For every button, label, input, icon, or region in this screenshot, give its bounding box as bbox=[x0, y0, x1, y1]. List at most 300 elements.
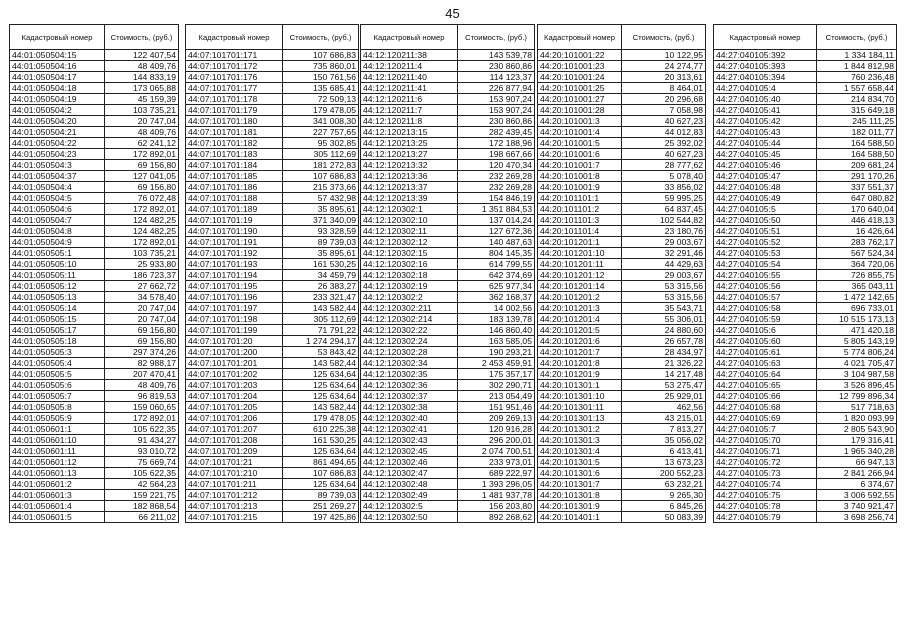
table-row bbox=[714, 347, 897, 358]
cadastral-number-cell: 44:27:040105:79 bbox=[714, 512, 817, 523]
cost-cell: 34 578,40 bbox=[105, 292, 179, 303]
cadastral-number-cell: 44:27:040105:64 bbox=[714, 369, 817, 380]
cadastral-number-cell: 44:27:040105:41 bbox=[714, 105, 817, 116]
table-row bbox=[538, 424, 706, 435]
table-row bbox=[714, 490, 897, 501]
cost-cell: 7 058,98 bbox=[622, 105, 706, 116]
table-row bbox=[10, 490, 179, 501]
cost-cell: 642 374,69 bbox=[458, 270, 535, 281]
cadastral-number-cell: 44:01:050504:8 bbox=[10, 226, 105, 237]
cost-cell: 179 316,41 bbox=[817, 435, 897, 446]
cadastral-number-cell: 44:07:101701:193 bbox=[186, 259, 283, 270]
cost-cell: 2 841 266,94 bbox=[817, 468, 897, 479]
cadastral-number-cell: 44:27:040105:57 bbox=[714, 292, 817, 303]
table-row bbox=[361, 391, 535, 402]
cost-cell: 182 868,54 bbox=[105, 501, 179, 512]
table-row bbox=[538, 116, 706, 127]
cadastral-number-cell: 44:12:120302:40 bbox=[361, 413, 458, 424]
cadastral-number-cell: 44:12:120302:16 bbox=[361, 259, 458, 270]
table-row bbox=[361, 259, 535, 270]
cost-cell: 66 947,13 bbox=[817, 457, 897, 468]
cost-cell: 32 291,46 bbox=[622, 248, 706, 259]
cadastral-number-cell: 44:01:050601:3 bbox=[10, 490, 105, 501]
cadastral-number-cell: 44:12:120302:35 bbox=[361, 369, 458, 380]
cadastral-number-cell: 44:20:101301:4 bbox=[538, 446, 622, 457]
table-row bbox=[10, 402, 179, 413]
cost-cell: 227 757,65 bbox=[283, 127, 359, 138]
table-row bbox=[186, 413, 359, 424]
cost-cell: 125 634,64 bbox=[283, 479, 359, 490]
cadastral-number-cell: 44:07:101701:181 bbox=[186, 127, 283, 138]
table-row bbox=[714, 413, 897, 424]
cadastral-number-cell: 44:20:101401:1 bbox=[538, 512, 622, 523]
column-header-cost: Стоимость, (руб.) bbox=[458, 25, 535, 50]
cost-cell: 50 083,39 bbox=[622, 512, 706, 523]
table-row bbox=[10, 292, 179, 303]
cadastral-number-cell: 44:20:101101:2 bbox=[538, 204, 622, 215]
cadastral-number-cell: 44:27:040105:53 bbox=[714, 248, 817, 259]
cadastral-number-cell: 44:01:050504:19 bbox=[10, 94, 105, 105]
cadastral-number-cell: 44:20:101201:5 bbox=[538, 325, 622, 336]
cost-cell: 232 269,28 bbox=[458, 171, 535, 182]
table-row bbox=[714, 380, 897, 391]
table-row bbox=[186, 127, 359, 138]
cadastral-number-cell: 44:12:120302:38 bbox=[361, 402, 458, 413]
cost-cell: 172 892,01 bbox=[105, 413, 179, 424]
cadastral-number-cell: 44:01:050504:17 bbox=[10, 72, 105, 83]
cadastral-number-cell: 44:27:040105:44 bbox=[714, 138, 817, 149]
cost-cell: 125 634,64 bbox=[283, 391, 359, 402]
table-row bbox=[538, 171, 706, 182]
cadastral-number-cell: 44:01:050505:14 bbox=[10, 303, 105, 314]
cost-cell: 172 892,01 bbox=[105, 237, 179, 248]
cadastral-number-cell: 44:01:050504:37 bbox=[10, 171, 105, 182]
table-row bbox=[714, 402, 897, 413]
table-row bbox=[538, 138, 706, 149]
cost-cell: 107 686,83 bbox=[283, 468, 359, 479]
cost-cell: 156 203,80 bbox=[458, 501, 535, 512]
table-row bbox=[361, 248, 535, 259]
table-row bbox=[186, 435, 359, 446]
cost-cell: 1 334 184,11 bbox=[817, 50, 897, 61]
cost-cell: 10 122,95 bbox=[622, 50, 706, 61]
cost-cell: 3 740 921,47 bbox=[817, 501, 897, 512]
cost-cell: 6 413,41 bbox=[622, 446, 706, 457]
cadastral-number-cell: 44:12:120302:211 bbox=[361, 303, 458, 314]
cost-cell: 1 393 296,05 bbox=[458, 479, 535, 490]
cadastral-number-cell: 44:12:120213:27 bbox=[361, 149, 458, 160]
table-row bbox=[538, 501, 706, 512]
cost-cell: 45 159,39 bbox=[105, 94, 179, 105]
table-row bbox=[361, 435, 535, 446]
table-row bbox=[538, 490, 706, 501]
table-row bbox=[186, 193, 359, 204]
cost-cell: 10 515 173,13 bbox=[817, 314, 897, 325]
cost-cell: 164 588,50 bbox=[817, 149, 897, 160]
cadastral-number-cell: 44:20:101201:1 bbox=[538, 237, 622, 248]
cadastral-number-cell: 44:01:050505:12 bbox=[10, 281, 105, 292]
cadastral-number-cell: 44:07:101701:179 bbox=[186, 105, 283, 116]
cost-cell: 6 374,67 bbox=[817, 479, 897, 490]
cadastral-number-cell: 44:07:101701:178 bbox=[186, 94, 283, 105]
cadastral-number-cell: 44:01:050505:3 bbox=[10, 347, 105, 358]
cost-cell: 172 188,96 bbox=[458, 138, 535, 149]
cadastral-number-cell: 44:07:101701:204 bbox=[186, 391, 283, 402]
cost-cell: 230 860,86 bbox=[458, 116, 535, 127]
cost-cell: 105 622,35 bbox=[105, 424, 179, 435]
table-row bbox=[538, 380, 706, 391]
table-row bbox=[361, 204, 535, 215]
column-header-cadastral: Кадастровый номер bbox=[714, 25, 817, 50]
cost-cell: 159 221,75 bbox=[105, 490, 179, 501]
cost-cell: 3 526 896,45 bbox=[817, 380, 897, 391]
cost-cell: 173 065,88 bbox=[105, 83, 179, 94]
table-row bbox=[538, 127, 706, 138]
cost-cell: 159 060,65 bbox=[105, 402, 179, 413]
table-row bbox=[538, 270, 706, 281]
cost-cell: 48 409,76 bbox=[105, 61, 179, 72]
cadastral-number-cell: 44:07:101701:203 bbox=[186, 380, 283, 391]
cost-cell: 804 145,35 bbox=[458, 248, 535, 259]
table-row bbox=[538, 105, 706, 116]
cadastral-number-cell: 44:07:101701:194 bbox=[186, 270, 283, 281]
cost-cell: 150 761,56 bbox=[283, 72, 359, 83]
cost-cell: 647 080,82 bbox=[817, 193, 897, 204]
cost-cell: 161 530,25 bbox=[283, 259, 359, 270]
cost-cell: 179 478,05 bbox=[283, 413, 359, 424]
cadastral-number-cell: 44:12:120302:48 bbox=[361, 479, 458, 490]
cost-cell: 59 995,25 bbox=[622, 193, 706, 204]
cost-cell: 72 509,13 bbox=[283, 94, 359, 105]
cost-cell: 120 470,34 bbox=[458, 160, 535, 171]
cost-cell: 153 907,24 bbox=[458, 105, 535, 116]
cost-cell: 517 718,63 bbox=[817, 402, 897, 413]
cost-cell: 245 111,25 bbox=[817, 116, 897, 127]
table-row bbox=[10, 171, 179, 182]
cost-cell: 75 669,74 bbox=[105, 457, 179, 468]
cadastral-number-cell: 44:27:040105:54 bbox=[714, 259, 817, 270]
cadastral-number-cell: 44:12:120211:40 bbox=[361, 72, 458, 83]
cost-cell: 291 170,26 bbox=[817, 171, 897, 182]
cost-cell: 625 977,34 bbox=[458, 281, 535, 292]
cost-cell: 6 845,26 bbox=[622, 501, 706, 512]
cadastral-number-cell: 44:07:101701:171 bbox=[186, 50, 283, 61]
cost-cell: 93 328,59 bbox=[283, 226, 359, 237]
table-row bbox=[186, 303, 359, 314]
cost-cell: 12 799 896,34 bbox=[817, 391, 897, 402]
cadastral-number-cell: 44:20:101201:7 bbox=[538, 347, 622, 358]
cadastral-number-cell: 44:01:050504:21 bbox=[10, 127, 105, 138]
table-row bbox=[10, 105, 179, 116]
table-row bbox=[10, 204, 179, 215]
cadastral-number-cell: 44:27:040105:75 bbox=[714, 490, 817, 501]
table-row bbox=[361, 501, 535, 512]
cost-cell: 462,56 bbox=[622, 402, 706, 413]
table-row bbox=[538, 369, 706, 380]
table-row bbox=[10, 325, 179, 336]
cost-cell: 135 685,41 bbox=[283, 83, 359, 94]
cadastral-number-cell: 44:07:101701:197 bbox=[186, 303, 283, 314]
cost-cell: 337 551,37 bbox=[817, 182, 897, 193]
table-row bbox=[361, 281, 535, 292]
cadastral-number-cell: 44:27:040105:69 bbox=[714, 413, 817, 424]
table-row bbox=[361, 61, 535, 72]
cadastral-number-cell: 44:07:101701:212 bbox=[186, 490, 283, 501]
table-row bbox=[10, 512, 179, 523]
cadastral-number-cell: 44:01:050505:9 bbox=[10, 413, 105, 424]
table-row bbox=[714, 325, 897, 336]
cadastral-number-cell: 44:20:101001:23 bbox=[538, 61, 622, 72]
table-row bbox=[538, 314, 706, 325]
table-row bbox=[10, 314, 179, 325]
cadastral-number-cell: 44:01:050505:1 bbox=[10, 248, 105, 259]
table-row bbox=[361, 424, 535, 435]
cost-cell: 23 180,76 bbox=[622, 226, 706, 237]
table-row bbox=[538, 413, 706, 424]
table-row bbox=[538, 193, 706, 204]
cadastral-number-cell: 44:07:101701:192 bbox=[186, 248, 283, 259]
cadastral-number-cell: 44:27:040105:66 bbox=[714, 391, 817, 402]
cadastral-number-cell: 44:07:101701:172 bbox=[186, 61, 283, 72]
table-row bbox=[361, 336, 535, 347]
cost-cell: 190 293,21 bbox=[458, 347, 535, 358]
cadastral-number-cell: 44:20:101001:5 bbox=[538, 138, 622, 149]
cadastral-number-cell: 44:12:120302:28 bbox=[361, 347, 458, 358]
cost-cell: 143 582,44 bbox=[283, 402, 359, 413]
table-row bbox=[714, 435, 897, 446]
cadastral-number-cell: 44:12:120213:32 bbox=[361, 160, 458, 171]
cadastral-number-cell: 44:12:120302:11 bbox=[361, 226, 458, 237]
table-row bbox=[186, 259, 359, 270]
cost-cell: 29 003,67 bbox=[622, 237, 706, 248]
table-row bbox=[186, 215, 359, 226]
cost-cell: 735 860,01 bbox=[283, 61, 359, 72]
table-row bbox=[714, 391, 897, 402]
table-row bbox=[10, 501, 179, 512]
table-row bbox=[361, 314, 535, 325]
cost-cell: 213 054,49 bbox=[458, 391, 535, 402]
table-row bbox=[714, 248, 897, 259]
table-row bbox=[538, 292, 706, 303]
cost-cell: 35 895,61 bbox=[283, 248, 359, 259]
table-row bbox=[10, 303, 179, 314]
cost-cell: 183 139,78 bbox=[458, 314, 535, 325]
table-row bbox=[10, 72, 179, 83]
cost-cell: 120 916,28 bbox=[458, 424, 535, 435]
table-row bbox=[186, 281, 359, 292]
table-row bbox=[714, 193, 897, 204]
cadastral-number-cell: 44:20:101001:28 bbox=[538, 105, 622, 116]
cost-cell: 53 315,56 bbox=[622, 292, 706, 303]
cadastral-number-cell: 44:20:101001:3 bbox=[538, 116, 622, 127]
table-row bbox=[10, 182, 179, 193]
cost-cell: 140 487,63 bbox=[458, 237, 535, 248]
cadastral-number-cell: 44:07:101701:184 bbox=[186, 160, 283, 171]
table-row bbox=[361, 347, 535, 358]
cost-cell: 28 777,62 bbox=[622, 160, 706, 171]
cost-cell: 29 003,67 bbox=[622, 270, 706, 281]
cost-cell: 76 072,48 bbox=[105, 193, 179, 204]
cadastral-number-cell: 44:01:050504:4 bbox=[10, 182, 105, 193]
cost-cell: 69 156,80 bbox=[105, 325, 179, 336]
cadastral-number-cell: 44:12:120302:214 bbox=[361, 314, 458, 325]
table-row bbox=[714, 83, 897, 94]
cost-cell: 282 439,45 bbox=[458, 127, 535, 138]
cadastral-number-cell: 44:27:040105:59 bbox=[714, 314, 817, 325]
cost-cell: 24 274,77 bbox=[622, 61, 706, 72]
table-row bbox=[714, 468, 897, 479]
table-row bbox=[186, 292, 359, 303]
table-row bbox=[10, 281, 179, 292]
cost-cell: 251 269,27 bbox=[283, 501, 359, 512]
cadastral-number-cell: 44:07:101701:198 bbox=[186, 314, 283, 325]
cadastral-number-cell: 44:07:101701:210 bbox=[186, 468, 283, 479]
cost-cell: 26 657,78 bbox=[622, 336, 706, 347]
cost-cell: 172 892,01 bbox=[105, 149, 179, 160]
cadastral-number-cell: 44:01:050505:6 bbox=[10, 380, 105, 391]
cost-cell: 153 907,24 bbox=[458, 94, 535, 105]
table-row bbox=[361, 226, 535, 237]
table-row bbox=[186, 116, 359, 127]
cost-cell: 226 877,94 bbox=[458, 83, 535, 94]
cadastral-number-cell: 44:01:050504:2 bbox=[10, 105, 105, 116]
cost-cell: 446 418,13 bbox=[817, 215, 897, 226]
table-row bbox=[714, 215, 897, 226]
cadastral-number-cell: 44:20:101001:25 bbox=[538, 83, 622, 94]
cadastral-number-cell: 44:20:101201:9 bbox=[538, 369, 622, 380]
cadastral-number-cell: 44:12:120302:41 bbox=[361, 424, 458, 435]
cadastral-number-cell: 44:27:040105:40 bbox=[714, 94, 817, 105]
table-row bbox=[361, 457, 535, 468]
cadastral-number-cell: 44:01:050505:18 bbox=[10, 336, 105, 347]
table-row bbox=[186, 248, 359, 259]
cost-cell: 371 340,09 bbox=[283, 215, 359, 226]
cadastral-number-cell: 44:12:120302:49 bbox=[361, 490, 458, 501]
cost-cell: 232 269,28 bbox=[458, 182, 535, 193]
cadastral-number-cell: 44:01:050505:13 bbox=[10, 292, 105, 303]
cadastral-number-cell: 44:12:120302:34 bbox=[361, 358, 458, 369]
table-row bbox=[714, 424, 897, 435]
table-row bbox=[714, 94, 897, 105]
cost-cell: 35 895,61 bbox=[283, 204, 359, 215]
table-row bbox=[10, 468, 179, 479]
table-row bbox=[538, 446, 706, 457]
table-row bbox=[186, 160, 359, 171]
cadastral-number-cell: 44:12:120302:24 bbox=[361, 336, 458, 347]
cost-cell: 34 459,79 bbox=[283, 270, 359, 281]
cadastral-number-cell: 44:01:050505:4 bbox=[10, 358, 105, 369]
cost-cell: 892 268,62 bbox=[458, 512, 535, 523]
cost-cell: 33 856,02 bbox=[622, 182, 706, 193]
cost-cell: 69 156,80 bbox=[105, 182, 179, 193]
column-header-cost: Стоимость, (руб.) bbox=[283, 25, 359, 50]
cadastral-number-cell: 44:27:040105:60 bbox=[714, 336, 817, 347]
cadastral-number-cell: 44:01:050601:4 bbox=[10, 501, 105, 512]
cadastral-number-cell: 44:20:101201:3 bbox=[538, 303, 622, 314]
table-row bbox=[361, 160, 535, 171]
cost-cell: 125 634,64 bbox=[283, 380, 359, 391]
cost-cell: 1 351 884,53 bbox=[458, 204, 535, 215]
table-row bbox=[186, 479, 359, 490]
cost-cell: 20 747,04 bbox=[105, 314, 179, 325]
table-row bbox=[538, 83, 706, 94]
table-row bbox=[361, 325, 535, 336]
cost-cell: 107 686,83 bbox=[283, 171, 359, 182]
cadastral-number-cell: 44:01:050601:2 bbox=[10, 479, 105, 490]
cadastral-number-cell: 44:07:101701:205 bbox=[186, 402, 283, 413]
cost-cell: 62 241,12 bbox=[105, 138, 179, 149]
cost-cell: 161 530,25 bbox=[283, 435, 359, 446]
cost-cell: 127 672,36 bbox=[458, 226, 535, 237]
cost-cell: 1 481 937,78 bbox=[458, 490, 535, 501]
cost-cell: 35 056,02 bbox=[622, 435, 706, 446]
cadastral-number-cell: 44:20:101301:9 bbox=[538, 501, 622, 512]
cost-cell: 315 649,18 bbox=[817, 105, 897, 116]
cadastral-number-cell: 44:27:040105:46 bbox=[714, 160, 817, 171]
cadastral-number-cell: 44:20:101301:3 bbox=[538, 435, 622, 446]
column-header-cost: Стоимость, (руб.) bbox=[622, 25, 706, 50]
table-row bbox=[361, 182, 535, 193]
table-row bbox=[714, 182, 897, 193]
table-row bbox=[714, 270, 897, 281]
cost-cell: 82 988,17 bbox=[105, 358, 179, 369]
cadastral-number-cell: 44:27:040105:50 bbox=[714, 215, 817, 226]
table-row bbox=[714, 105, 897, 116]
cadastral-number-cell: 44:07:101701:208 bbox=[186, 435, 283, 446]
cadastral-number-cell: 44:12:120302:45 bbox=[361, 446, 458, 457]
table-row bbox=[538, 457, 706, 468]
table-row bbox=[361, 127, 535, 138]
table-row bbox=[538, 336, 706, 347]
table-row bbox=[361, 50, 535, 61]
cost-cell: 13 673,23 bbox=[622, 457, 706, 468]
table-header-row bbox=[10, 25, 179, 50]
cost-cell: 172 892,01 bbox=[105, 204, 179, 215]
table-row bbox=[361, 413, 535, 424]
cost-cell: 137 014,24 bbox=[458, 215, 535, 226]
cost-cell: 35 543,71 bbox=[622, 303, 706, 314]
cost-cell: 7 813,27 bbox=[622, 424, 706, 435]
cost-cell: 43 215,01 bbox=[622, 413, 706, 424]
cadastral-number-cell: 44:07:101701:189 bbox=[186, 204, 283, 215]
table-row bbox=[714, 314, 897, 325]
cost-cell: 209 681,24 bbox=[817, 160, 897, 171]
cost-cell: 726 855,75 bbox=[817, 270, 897, 281]
cadastral-number-cell: 44:27:040105:55 bbox=[714, 270, 817, 281]
cost-cell: 9 265,30 bbox=[622, 490, 706, 501]
cadastral-number-cell: 44:01:050504:20 bbox=[10, 116, 105, 127]
table-row bbox=[714, 160, 897, 171]
table-row bbox=[186, 105, 359, 116]
cadastral-number-cell: 44:27:040105:52 bbox=[714, 237, 817, 248]
cost-cell: 27 662,72 bbox=[105, 281, 179, 292]
cost-cell: 305 112,69 bbox=[283, 314, 359, 325]
cost-cell: 53 275,47 bbox=[622, 380, 706, 391]
table-row bbox=[186, 468, 359, 479]
cost-cell: 55 306,01 bbox=[622, 314, 706, 325]
cadastral-number-cell: 44:01:050601:10 bbox=[10, 435, 105, 446]
cadastral-number-cell: 44:27:040105:48 bbox=[714, 182, 817, 193]
cadastral-number-cell: 44:27:040105:45 bbox=[714, 149, 817, 160]
table-row bbox=[186, 138, 359, 149]
table-row bbox=[361, 512, 535, 523]
cadastral-number-cell: 44:20:101201:2 bbox=[538, 292, 622, 303]
table-row bbox=[186, 424, 359, 435]
cadastral-number-cell: 44:20:101201:6 bbox=[538, 336, 622, 347]
table-row bbox=[10, 479, 179, 490]
cadastral-number-cell: 44:27:040105:72 bbox=[714, 457, 817, 468]
table-row bbox=[361, 468, 535, 479]
